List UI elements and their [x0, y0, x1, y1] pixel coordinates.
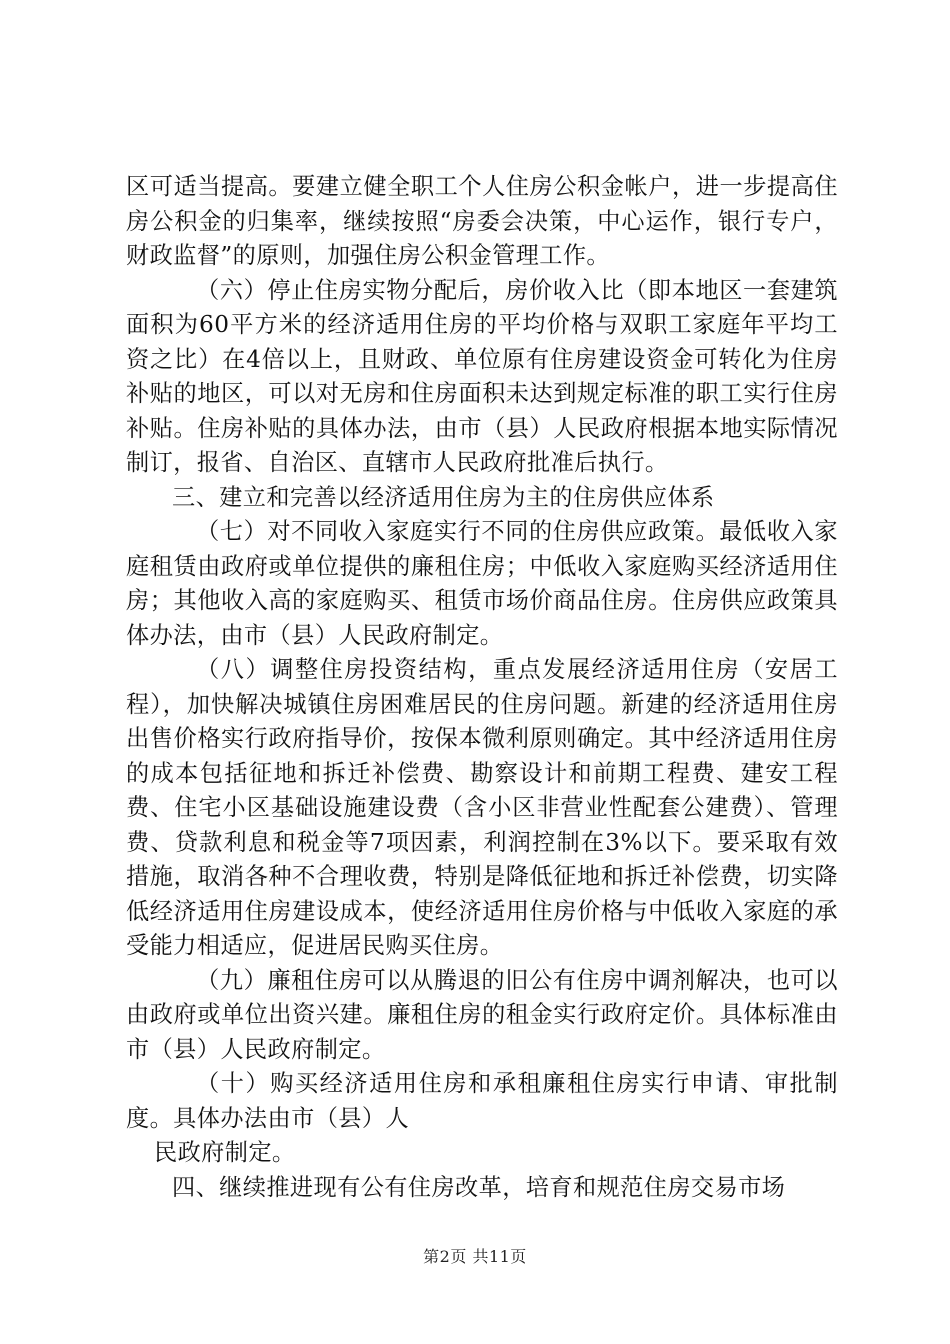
- paragraph-item-9: （九）廉租住房可以从腾退的旧公有住房中调剂解决，也可以由政府或单位出资兴建。廉租住房的租金实行政府定价。具体标准由市（县）人民政府制定。: [126, 966, 838, 1063]
- paragraph-item-8: （八）调整住房投资结构，重点发展经济适用住房（安居工程），加快解决城镇住房困难居民的住房问题。新建的经济适用住房出售价格实行政府指导价，按保本微利原则确定。其中经济适用住房的成本包括征地和拆迁补偿费、勘察设计和前期工程费、建安工程费、住宅小区基础设施建设费（含小区非营业性配套公建费）、管理费、贷款利息和税金等7项因素，利润控制在3%以下。要采取有效措施，取消各种不合理收费，特别是降低征地和拆迁补偿费，切实降低经济适用住房建设成本，使经济适用住房价格与中低收入家庭的承受能力相适应，促进居民购买住房。: [126, 656, 838, 959]
- paragraph-item-10-continued: 民政府制定。: [154, 1139, 296, 1166]
- page-footer: 第2页 共11页: [423, 1247, 527, 1266]
- section-heading-4: 四、继续推进现有公有住房改革，培育和规范住房交易市场: [172, 1173, 786, 1201]
- paragraph-item-6: （六）停止住房实物分配后，房价收入比（即本地区一套建筑面积为60平方米的经济适用住房的平均价格与双职工家庭年平均工资之比）在4倍以上，且财政、单位原有住房建设资金可转化为住房补贴的地区，可以对无房和住房面积未达到规定标准的职工实行住房补贴。住房补贴的具体办法，由市（县）人民政府根据本地实际情况制订，报省、自治区、直辖市人民政府批准后执行。: [126, 276, 838, 476]
- paragraph-continuation: 区可适当提高。要建立健全职工个人住房公积金帐户，进一步提高住房公积金的归集率，继续按照“房委会决策，中心运作，银行专户，财政监督”的原则，加强住房公积金管理工作。: [126, 173, 838, 269]
- document-body: [126, 170, 838, 1205]
- paragraph-item-7: （七）对不同收入家庭实行不同的住房供应政策。最低收入家庭租赁由政府或单位提供的廉租住房；中低收入家庭购买经济适用住房；其他收入高的家庭购买、租赁市场价商品住房。住房供应政策具体办法，由市（县）人民政府制定。: [126, 518, 838, 649]
- paragraph-item-10: （十）购买经济适用住房和承租廉租住房实行申请、审批制度。具体办法由市（县）人: [126, 1070, 838, 1132]
- section-heading-3: 三、建立和完善以经济适用住房为主的住房供应体系: [172, 483, 715, 511]
